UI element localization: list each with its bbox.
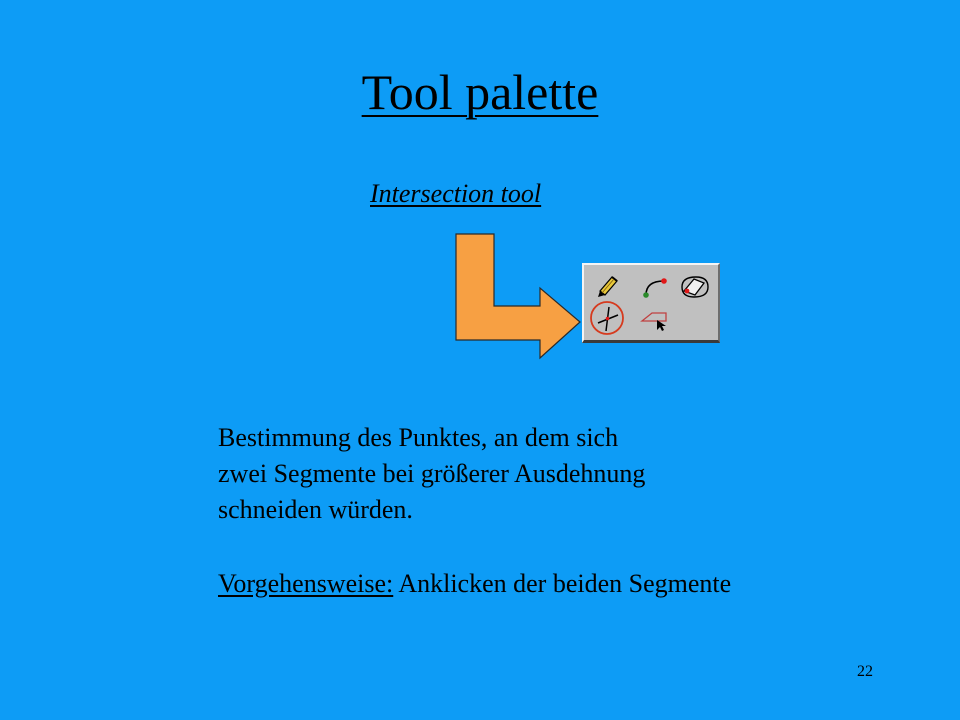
- description-line: Bestimmung des Punktes, an dem sich: [218, 423, 619, 452]
- description-line: schneiden würden.: [218, 495, 413, 524]
- page-number: 22: [857, 663, 873, 680]
- description-line: zwei Segmente bei größerer Ausdehnung: [218, 459, 646, 488]
- tool-palette: [582, 263, 720, 343]
- method-line: [218, 566, 731, 602]
- intersection-icon[interactable]: [591, 302, 623, 334]
- method-label: Vorgehensweise:: [218, 569, 394, 598]
- bent-arrow-icon: [452, 232, 587, 362]
- description: [218, 420, 838, 528]
- arc-icon[interactable]: [640, 275, 670, 299]
- method-text: Anklicken der beiden Segmente: [398, 569, 732, 598]
- slide-subtitle: Intersection tool: [370, 179, 542, 208]
- slide-title: Tool palette: [361, 64, 599, 120]
- select-polygon-icon[interactable]: [639, 305, 671, 333]
- pencil-icon[interactable]: [596, 275, 620, 297]
- eraser-icon[interactable]: [679, 275, 709, 299]
